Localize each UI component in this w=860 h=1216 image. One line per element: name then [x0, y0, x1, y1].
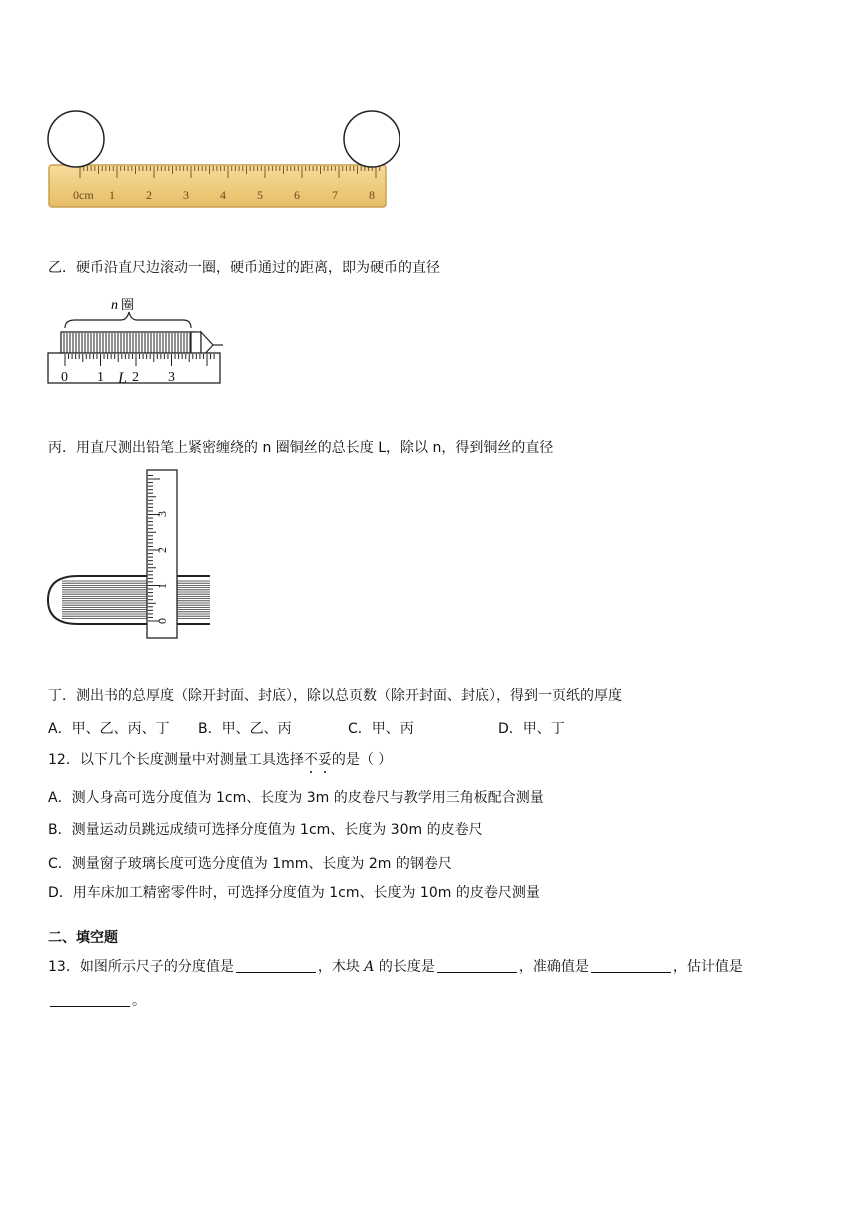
q12-option-b: B．测量运动员跳远成绩可选择分度值为 1cm、长度为 30m 的皮卷尺 [48, 822, 483, 838]
coil-n-label: n [111, 298, 118, 313]
ruler-tick-label: 2 [146, 188, 152, 202]
caption-yi: 乙．硬币沿直尺边滚动一圈，硬币通过的距离，即为硬币的直径 [48, 260, 440, 276]
vruler-tick-label: 3 [155, 511, 169, 517]
ruler-tick-label: 4 [220, 188, 226, 202]
scale-tick-label: 2 [132, 370, 139, 385]
answer-blank [591, 958, 671, 973]
ruler-tick-label: 7 [332, 188, 338, 202]
q12-option-d: D．用车床加工精密零件时，可选择分度值为 1cm、长度为 10m 的皮卷尺测量 [48, 885, 540, 901]
option-d: D．甲、丁 [498, 721, 565, 737]
option-a: A．甲、乙、丙、丁 [48, 721, 170, 737]
emphasis-char: 不 [303, 752, 318, 768]
answer-blank [236, 958, 316, 973]
section-title: 二、填空题 [48, 930, 118, 946]
ruler-tick-label: 8 [369, 188, 375, 202]
vruler-tick-label: 2 [155, 547, 169, 553]
variable-A: A [364, 959, 375, 975]
coil-pencil-figure [45, 292, 230, 392]
book-ruler-figure [44, 468, 216, 643]
emphasis-char: 妥 [317, 752, 332, 768]
option-b: B．甲、乙、丙 [198, 721, 292, 737]
q12-stem: 12．以下几个长度测量中对测量工具选择不妥的是（ ） [48, 752, 393, 768]
ruler-tick-label: 3 [183, 188, 189, 202]
coin-ruler-figure [40, 105, 400, 215]
caption-ding: 丁．测出书的总厚度（除开封面、封底），除以总页数（除开封面、封底），得到一页纸的厚度 [48, 688, 622, 704]
coin-right [344, 111, 400, 167]
ruler-tick-label: 1 [109, 188, 115, 202]
caption-bing: 丙．用直尺测出铅笔上紧密缠绕的 n 圈铜丝的总长度 L，除以 n，得到铜丝的直径 [48, 440, 554, 456]
coil-quan-label: 圈 [121, 298, 135, 313]
coin-left [48, 111, 104, 167]
coil-L-label: L [118, 370, 127, 387]
answer-blank [437, 958, 517, 973]
vruler-tick-label: 1 [155, 583, 169, 589]
scale-tick-label: 3 [168, 370, 175, 385]
scale-tick-label: 0 [61, 370, 68, 385]
scale-tick-label: 1 [97, 370, 104, 385]
q12-option-a: A．测人身高可选分度值为 1cm、长度为 3m 的皮卷尺与教学用三角板配合测量 [48, 790, 544, 806]
coil-brace [65, 312, 191, 328]
q13-line2: 。 [48, 991, 146, 1011]
answer-blank [50, 992, 130, 1007]
option-c: C．甲、丙 [348, 721, 414, 737]
q13-line1: 13．如图所示尺子的分度值是 ，木块 A 的长度是 ，准确值是 ，估计值是 [48, 959, 743, 975]
ruler-tick-label: 6 [294, 188, 300, 202]
q12-option-c: C．测量窗子玻璃长度可选分度值为 1mm、长度为 2m 的钢卷尺 [48, 856, 452, 872]
ruler-tick-label: 0cm [73, 188, 94, 202]
ruler-tick-label: 5 [257, 188, 263, 202]
vruler-tick-label: 0 [155, 618, 169, 624]
